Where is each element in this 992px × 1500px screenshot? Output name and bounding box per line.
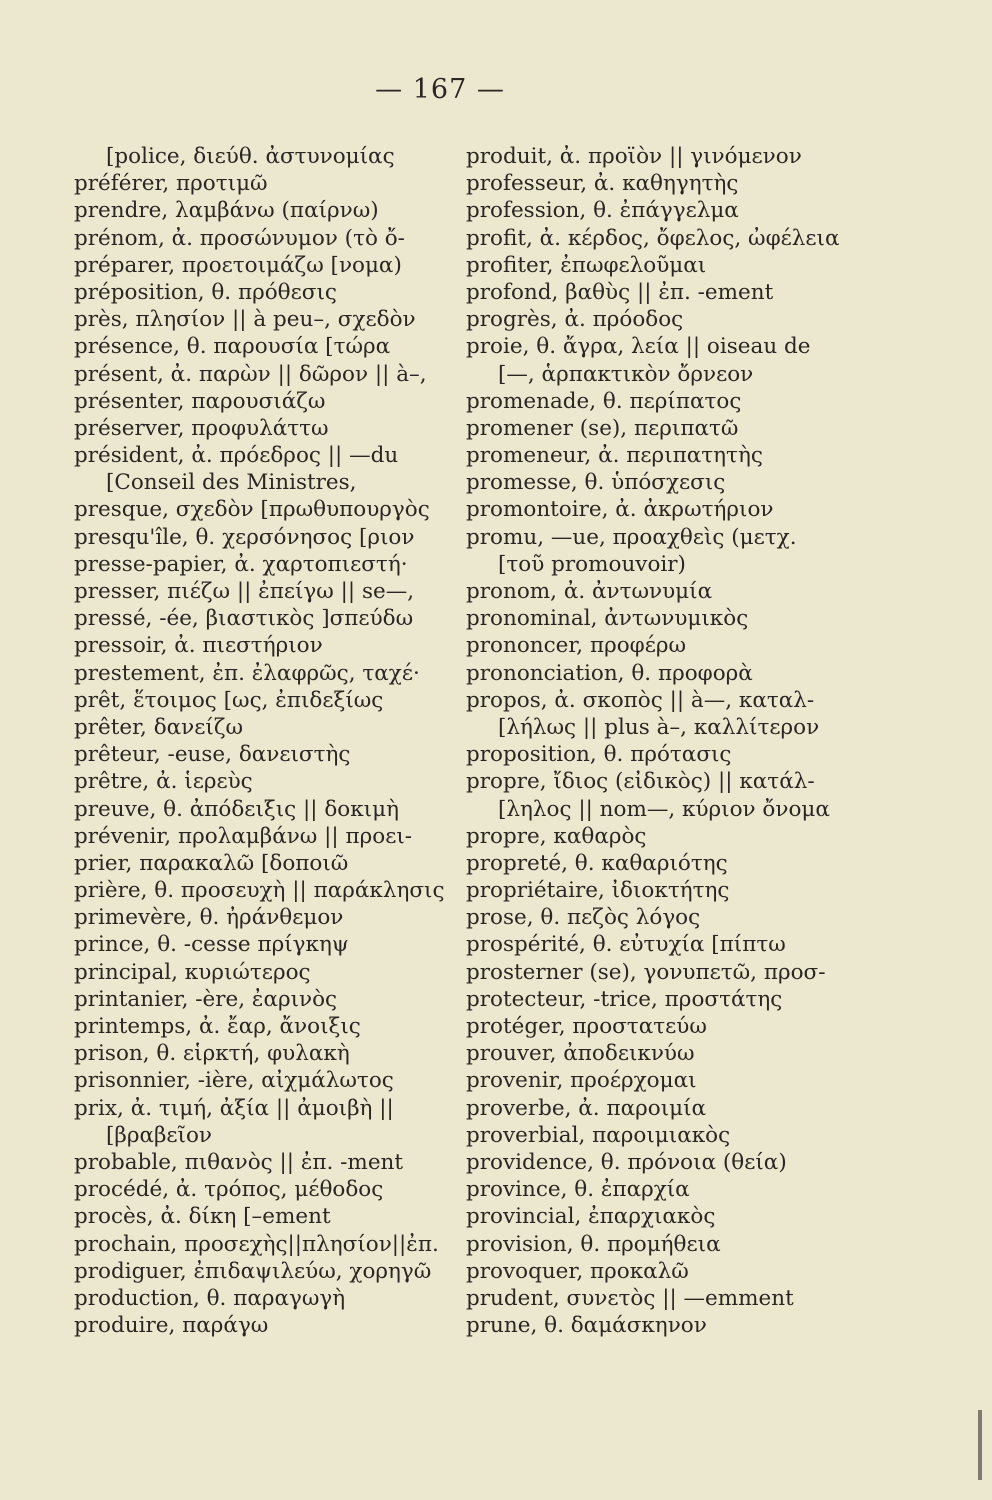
dictionary-entry: préserver, προφυλάττω <box>74 415 329 441</box>
dictionary-entry: [βραβεῖον <box>106 1122 212 1148</box>
dictionary-entry: profession, θ. ἐπάγγελμα <box>466 198 739 224</box>
dictionary-entry: prune, θ. δαμάσκηνον <box>466 1313 707 1339</box>
dictionary-entry: prêtre, ἀ. ἱερεὺς <box>74 769 253 795</box>
dictionary-entry: prospérité, θ. εὐτυχία [πίπτω <box>466 932 786 958</box>
dictionary-entry: présenter, παρουσιάζω <box>74 388 326 414</box>
dictionary-entry: prier, παρακαλῶ [δοποιῶ <box>74 850 349 876</box>
dictionary-entry: province, θ. ἐπαρχία <box>466 1177 690 1203</box>
right-column <box>466 143 866 1339</box>
dictionary-entry: profond, βαθὺς || ἐπ. -ement <box>466 279 774 305</box>
dictionary-entry: [ληλος || nom—, κύριον ὄνομα <box>498 796 830 822</box>
dictionary-entry: propre, ἴδιος (εἰδικὸς) || κατάλ- <box>466 769 815 795</box>
dictionary-entry: prince, θ. -cesse πρίγκηψ <box>74 932 349 958</box>
dictionary-entry: promesse, θ. ὑπόσχεσις <box>466 470 726 496</box>
dictionary-entry: preuve, θ. ἀπόδειξις || δοκιμὴ <box>74 796 399 822</box>
dictionary-entry: production, θ. παραγωγὴ <box>74 1285 346 1311</box>
dictionary-entry: propos, ἀ. σκοπὸς || à—, καταλ- <box>466 687 815 713</box>
dictionary-entry: prêt, ἕτοιμος [ως, ἐπιδεξίως <box>74 687 384 713</box>
dictionary-entry: promener (se), περιπατῶ <box>466 415 739 441</box>
dictionary-entry: procès, ἀ. δίκη [–ement <box>74 1204 331 1230</box>
dictionary-entry: propreté, θ. καθαριότης <box>466 850 728 876</box>
dictionary-entry: prononcer, προφέρω <box>466 633 687 659</box>
dictionary-entry: prière, θ. προσευχὴ || παράκλησις <box>74 878 445 904</box>
dictionary-entry: prêteur, -euse, δανειστὴς <box>74 742 351 768</box>
dictionary-entry: produit, ἀ. προϊὸν || γινόμενον <box>466 144 802 169</box>
dictionary-entry: promenade, θ. περίπατος <box>466 388 742 414</box>
dictionary-entry: printanier, -ère, ἐαρινὸς <box>74 986 338 1012</box>
dictionary-entry: prisonnier, -ière, αἰχμάλωτος <box>74 1068 394 1094</box>
dictionary-entry: presque, σχεδὸν [πρωθυπουργὸς <box>74 497 430 523</box>
dictionary-entry: prendre, λαμβάνω (παίρνω) <box>74 198 379 224</box>
dictionary-entry: pronom, ἀ. ἀντωνυμία <box>466 579 713 604</box>
dictionary-entry: printemps, ἀ. ἔαρ, ἄνοιξις <box>74 1014 361 1039</box>
left-column <box>74 143 454 1339</box>
dictionary-entry: prodiguer, ἐπιδαψιλεύω, χορηγῶ <box>74 1258 432 1284</box>
dictionary-entry: promontoire, ἀ. ἀκρωτήριον <box>466 497 774 523</box>
dictionary-entry: produire, παράγω <box>74 1313 269 1339</box>
dictionary-entry: prouver, ἀποδεικνύω <box>466 1041 695 1067</box>
dictionary-entry: [λήλως || plus à–, καλλίτερον <box>498 714 820 740</box>
dictionary-entry: [τοῦ promouvoir) <box>498 551 686 577</box>
dictionary-entry: protecteur, -trice, προστάτης <box>466 986 783 1012</box>
dictionary-entry: presser, πιέζω || ἐπείγω || se—, <box>74 579 415 604</box>
dictionary-entry: propriétaire, ἰδιοκτήτης <box>466 878 730 904</box>
dictionary-entry: professeur, ἀ. καθηγητὴς <box>466 171 739 197</box>
dictionary-entry: proie, θ. ἄγρα, λεία || oiseau de <box>466 334 811 360</box>
dictionary-entry: présent, ἀ. παρὼν || δῶρον || à–, <box>74 361 427 387</box>
dictionary-entry: prosterner (se), γονυπετῶ, προσ- <box>466 959 826 985</box>
dictionary-entry: promeneur, ἀ. περιπατητὴς <box>466 443 763 469</box>
dictionary-entry: profiter, ἐπωφελοῦμαι <box>466 252 707 278</box>
dictionary-entry: procédé, ἀ. τρόπος, μέθοδος <box>74 1177 384 1203</box>
dictionary-entry: provincial, ἐπαρχιακὸς <box>466 1204 716 1230</box>
dictionary-entry: prochain, προσεχὴς||πλησίον||ἐπ. <box>74 1231 439 1257</box>
dictionary-entry: prudent, συνετὸς || —emment <box>466 1285 794 1311</box>
dictionary-entry: prénom, ἀ. προσώνυμον (τὸ ὄ- <box>74 225 405 251</box>
dictionary-entry: protéger, προστατεύω <box>466 1014 707 1039</box>
dictionary-entry: préparer, προετοιμάζω [νομα) <box>74 252 402 278</box>
dictionary-entry: proverbial, παροιμιακὸς <box>466 1122 731 1148</box>
dictionary-entry: pressé, -ée, βιαστικὸς ]σπεύδω <box>74 606 414 632</box>
dictionary-entry: profit, ἀ. κέρδος, ὄφελος, ὠφέλεια <box>466 225 840 251</box>
dictionary-entry: pressoir, ἀ. πιεστήριον <box>74 633 323 659</box>
dictionary-entry: prose, θ. πεζὸς λόγος <box>466 905 701 931</box>
dictionary-entry: presqu'île, θ. χερσόνησος [ριον <box>74 524 415 550</box>
dictionary-entry: propre, καθαρὸς <box>466 823 647 849</box>
dictionary-entry: près, πλησίον || à peu–, σχεδὸν <box>74 307 416 333</box>
dictionary-entry: promu, —ue, προαχθεὶς (μετχ. <box>466 524 797 550</box>
dictionary-entry: prêter, δανείζω <box>74 714 243 740</box>
page-number: — 167 — <box>375 74 505 105</box>
dictionary-entry: [—, ἁρπακτικὸν ὄρνεον <box>498 361 754 387</box>
dictionary-entry: probable, πιθανὸς || ἐπ. -ment <box>74 1149 404 1175</box>
dictionary-entry: providence, θ. πρόνοια (θεία) <box>466 1149 787 1175</box>
margin-mark <box>978 1410 982 1480</box>
dictionary-entry: primevère, θ. ἠράνθεμον <box>74 905 344 931</box>
dictionary-entry: [Conseil des Ministres, <box>106 470 357 496</box>
dictionary-entry: prix, ἀ. τιμή, ἀξία || ἀμοιβὴ || <box>74 1095 394 1121</box>
dictionary-entry: [police, διεύθ. ἀστυνομίας <box>106 144 395 169</box>
dictionary-entry: provoquer, προκαλῶ <box>466 1258 689 1284</box>
dictionary-entry: progrès, ἀ. πρόοδος <box>466 307 684 333</box>
dictionary-entry: principal, κυριώτερος <box>74 959 311 985</box>
dictionary-entry: pronominal, ἀντωνυμικὸς <box>466 606 749 632</box>
dictionary-entry: proposition, θ. πρότασις <box>466 742 732 768</box>
dictionary-entry: président, ἀ. πρόεδρος || —du <box>74 443 399 469</box>
dictionary-entry: prévenir, προλαμβάνω || προει- <box>74 823 413 849</box>
dictionary-entry: provision, θ. προμήθεια <box>466 1231 721 1257</box>
dictionary-entry: prison, θ. εἱρκτή, φυλακὴ <box>74 1041 350 1067</box>
dictionary-entry: prononciation, θ. προφορὰ <box>466 660 753 686</box>
dictionary-entry: préposition, θ. πρόθεσις <box>74 279 337 305</box>
dictionary-entry: proverbe, ἀ. παροιμία <box>466 1095 707 1121</box>
dictionary-entry: provenir, προέρχομαι <box>466 1068 697 1094</box>
dictionary-entry: presse-papier, ἀ. χαρτοπιεστή· <box>74 551 408 577</box>
dictionary-entry: préférer, προτιμῶ <box>74 171 268 197</box>
dictionary-entry: prestement, ἐπ. ἐλαφρῶς, ταχέ· <box>74 660 420 686</box>
dictionary-entry: présence, θ. παρουσία [τώρα <box>74 334 391 360</box>
